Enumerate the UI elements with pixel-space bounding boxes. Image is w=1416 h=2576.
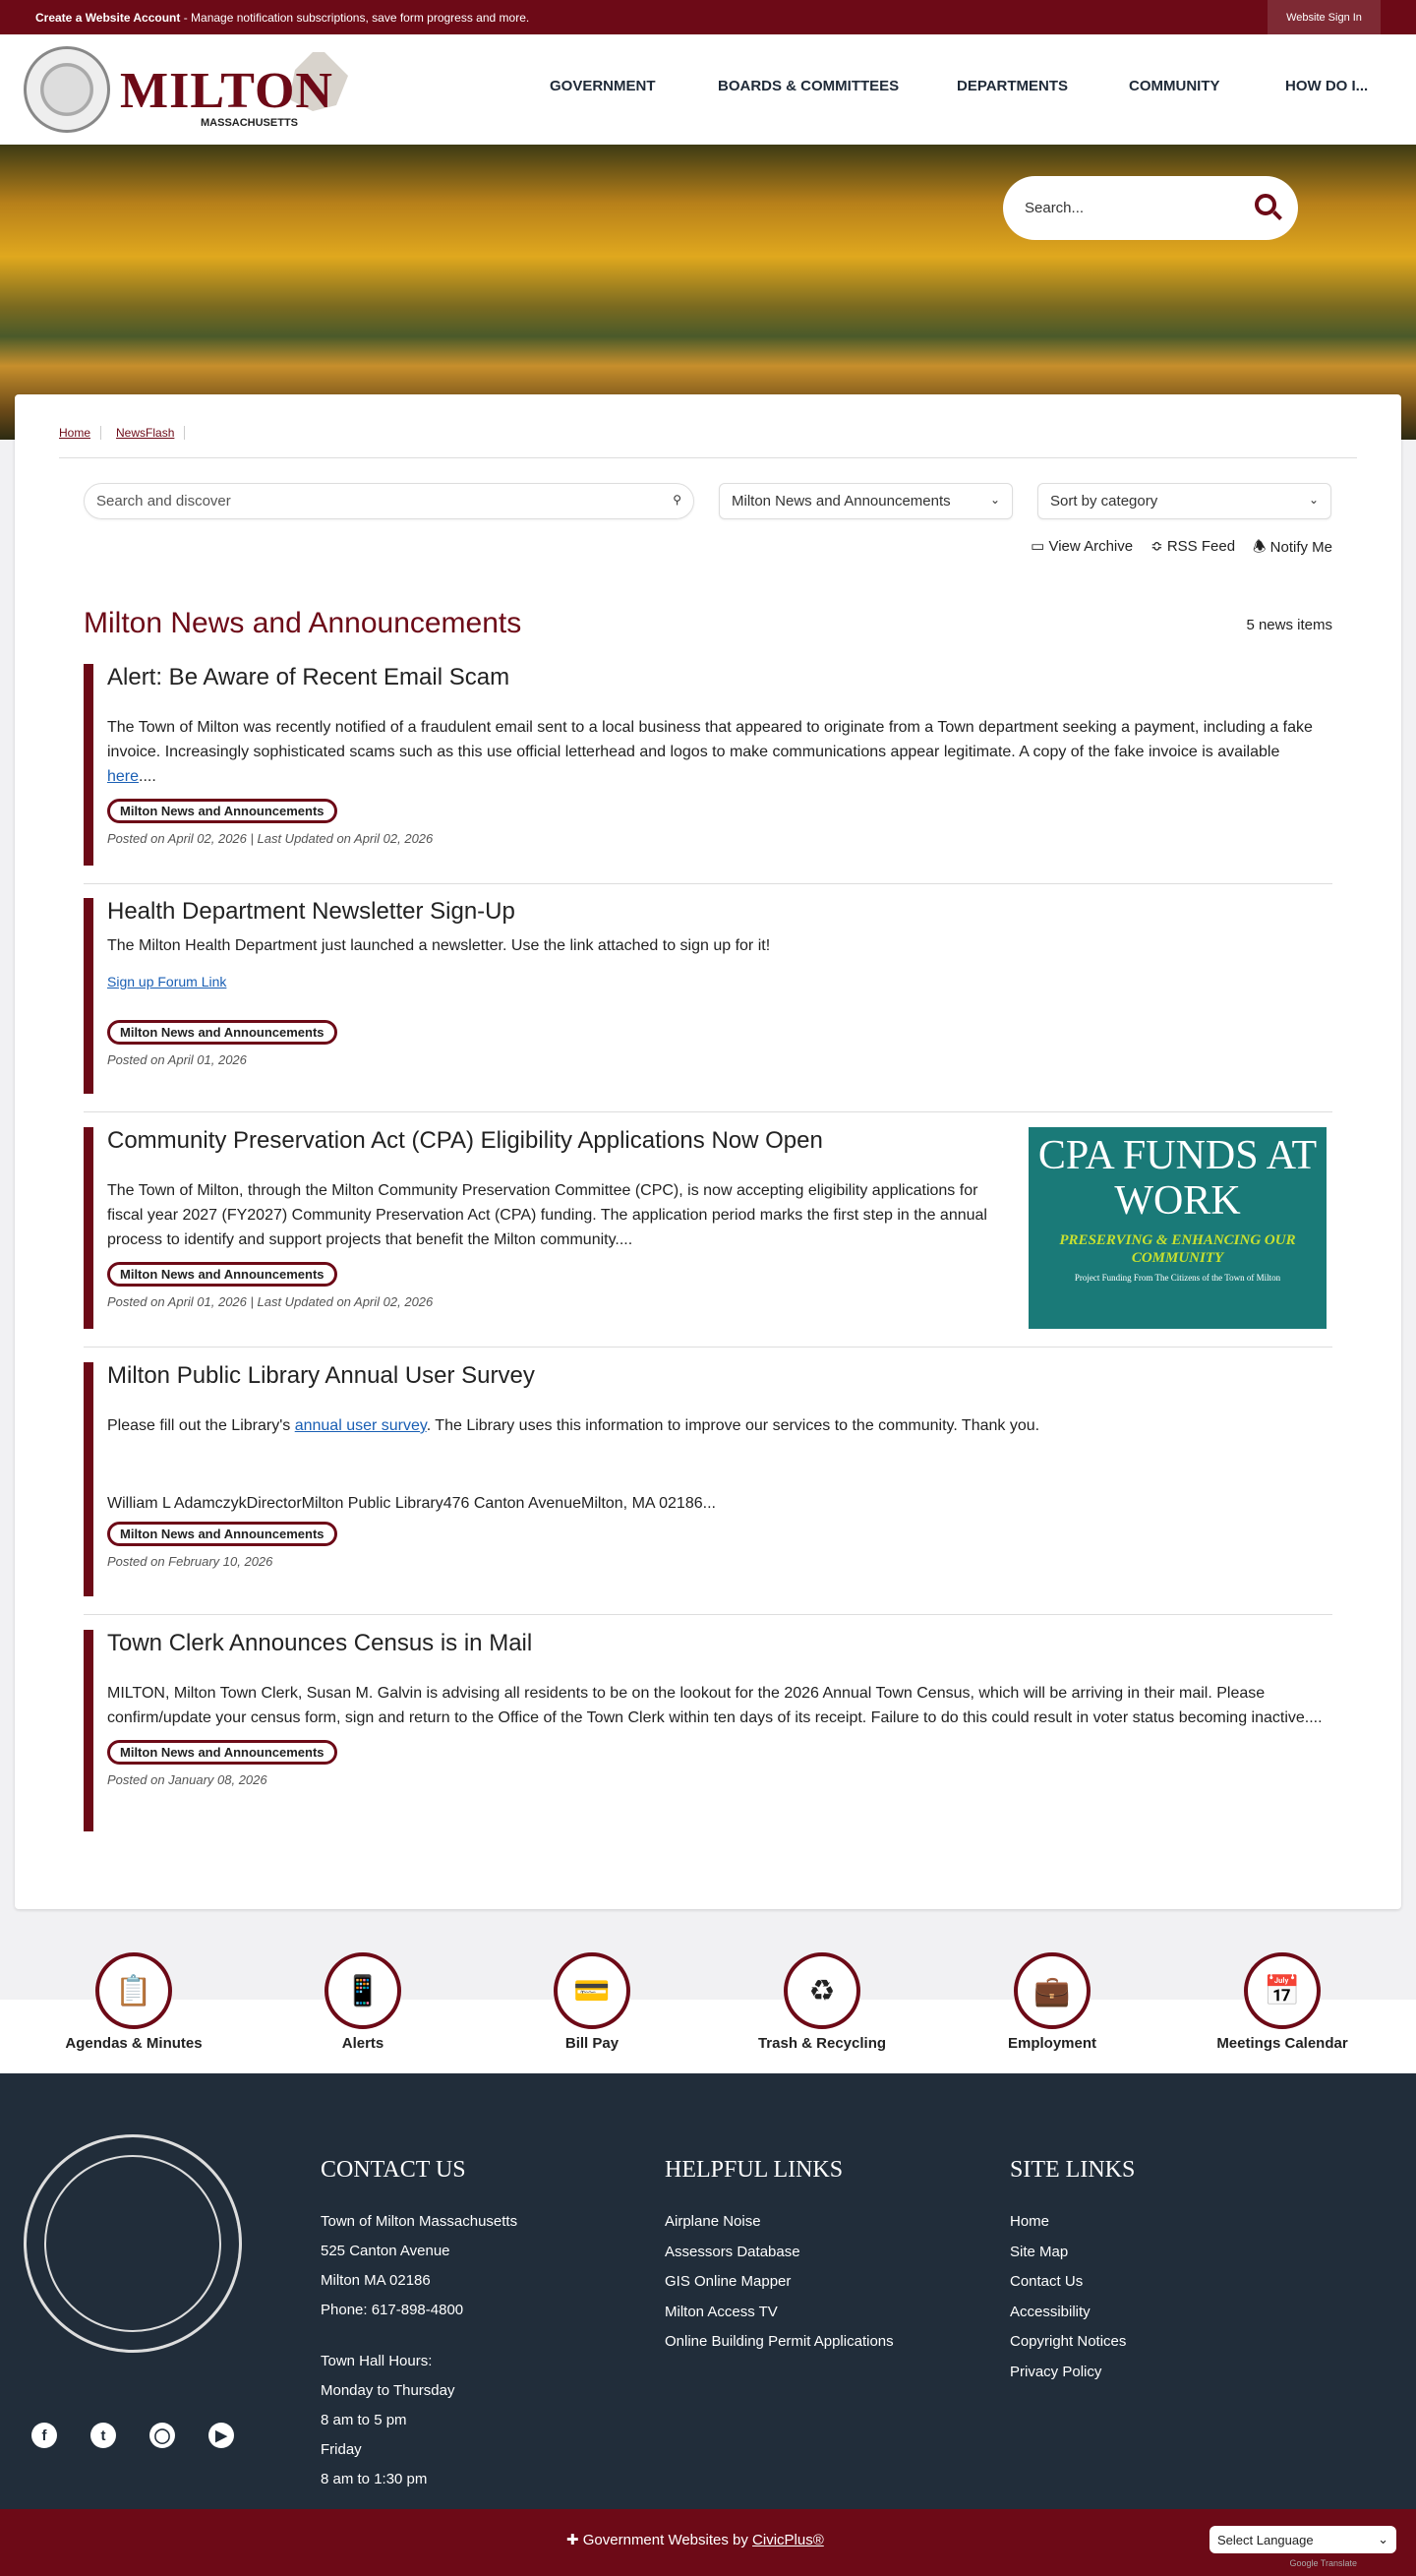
youtube-icon[interactable]: ▶ bbox=[208, 2423, 234, 2448]
news-search-input[interactable] bbox=[84, 483, 694, 519]
town-seal-icon bbox=[24, 46, 110, 133]
news-item-title[interactable]: Alert: Be Aware of Recent Email Scam bbox=[107, 664, 510, 690]
chevron-down-icon: ⌄ bbox=[986, 493, 1000, 507]
hours-line: 8 am to 5 pm bbox=[321, 2412, 407, 2428]
news-item-title[interactable]: Town Clerk Announces Census is in Mail bbox=[107, 1630, 533, 1656]
hours-line: Monday to Thursday bbox=[321, 2382, 455, 2399]
quick-link-calendar[interactable] bbox=[1194, 1952, 1371, 2052]
news-item bbox=[84, 1127, 1332, 1329]
news-item-body bbox=[107, 715, 1332, 789]
bell-icon: 🕭 bbox=[1253, 539, 1270, 556]
footer-link[interactable]: Home bbox=[1010, 2213, 1050, 2230]
category-tag[interactable]: Milton News and Announcements bbox=[107, 1262, 337, 1287]
logo-state: MASSACHUSETTS bbox=[201, 117, 299, 129]
news-item-text: Please fill out the Library's bbox=[107, 1417, 295, 1434]
news-item bbox=[84, 1630, 1332, 1831]
ellipsis: .... bbox=[139, 768, 156, 785]
news-item-text: The Town of Milton was recently notified of a fraudulent email sent to a local business that appeared to originate from a Town department seeking a payment, including a fake invoice. Increasingly sophisticated scams such as this use official letterhead and logos to make communications appear legitimate. A copy of the fake invoice is available bbox=[107, 719, 1313, 760]
language-select[interactable] bbox=[1210, 2526, 1396, 2553]
news-item-signature: William L AdamczykDirectorMilton Public Library476 Canton AvenueMilton, MA 02186... bbox=[107, 1495, 716, 1512]
website-sign-in-button[interactable]: Website Sign In bbox=[1268, 0, 1381, 34]
chevron-down-icon: ⌄ bbox=[1378, 2532, 1388, 2546]
news-item-body: MILTON, Milton Town Clerk, Susan M. Galvin is advising all residents to be on the lookout for the 2026 Annual Town Census, which will be arriving in their mail. Please confirm/update your census form, sign and return to the Office of the Town Clerk within ten days of its receipt. Failure to do this could result in voter status becoming inactive.... bbox=[107, 1685, 1323, 1726]
survey-link[interactable]: annual user survey bbox=[294, 1417, 427, 1434]
twitter-icon[interactable]: t bbox=[90, 2423, 116, 2448]
footer-link[interactable]: Accessibility bbox=[1010, 2303, 1091, 2320]
quick-link-bill-pay[interactable] bbox=[503, 1952, 680, 2052]
footer-link[interactable]: Online Building Permit Applications bbox=[665, 2333, 894, 2350]
calendar-icon: 📅 bbox=[1244, 1952, 1321, 2029]
breadcrumb bbox=[44, 426, 185, 440]
civicplus-icon: ✚ bbox=[566, 2532, 583, 2548]
nav-departments[interactable]: DEPARTMENTS bbox=[957, 78, 1069, 94]
civicplus-credit bbox=[566, 2531, 824, 2548]
invoice-link[interactable]: here bbox=[107, 768, 140, 785]
cpa-image-title: CPA FUNDS AT WORK bbox=[1037, 1133, 1318, 1224]
cpa-image-subtitle: PRESERVING & ENHANCING OUR COMMUNITY bbox=[1059, 1232, 1296, 1266]
civicplus-link[interactable]: CivicPlus® bbox=[752, 2532, 824, 2548]
footer-link[interactable]: Contact Us bbox=[1010, 2273, 1084, 2290]
header bbox=[0, 34, 1416, 145]
rss-icon: ≎ bbox=[1150, 538, 1167, 555]
archive-icon: ▭ bbox=[1031, 538, 1049, 555]
footer-link[interactable]: Milton Access TV bbox=[665, 2303, 778, 2320]
top-bar bbox=[0, 0, 1416, 34]
category-tag[interactable]: Milton News and Announcements bbox=[107, 799, 337, 823]
news-item-text: . The Library uses this information to improve our services to the community. Thank you. bbox=[426, 1417, 1040, 1434]
news-item bbox=[84, 898, 1332, 1094]
cpa-funds-image[interactable] bbox=[1023, 1127, 1332, 1329]
footer-link[interactable]: Privacy Policy bbox=[1010, 2363, 1102, 2380]
divider bbox=[84, 1614, 1332, 1615]
news-item-meta: Posted on February 10, 2026 bbox=[107, 1554, 273, 1569]
sort-select[interactable] bbox=[1037, 483, 1331, 519]
clipboard-icon: 📋 bbox=[95, 1952, 172, 2029]
hours-line: Friday bbox=[321, 2441, 362, 2458]
news-item bbox=[84, 664, 1332, 866]
hours-line: 8 am to 1:30 pm bbox=[321, 2471, 428, 2487]
quick-link-label: Employment bbox=[1007, 2035, 1096, 2052]
news-item-body: The Town of Milton, through the Milton Community Preservation Committee (CPC), is now accepting eligibility applications for fiscal year 2027 (FY2027) Community Preservation Act (CPA) funding. The application period marks the first step in the annual process to identify and support projects that benefit the Milton community.... bbox=[107, 1182, 987, 1248]
category-tag[interactable]: Milton News and Announcements bbox=[107, 1522, 337, 1546]
hours-line: Town Hall Hours: bbox=[321, 2353, 433, 2369]
search-icon[interactable]: ⚲ bbox=[673, 493, 681, 507]
sort-select-value: Sort by category bbox=[1050, 493, 1158, 509]
site-links-section bbox=[1010, 2157, 1135, 2387]
breadcrumb-newsflash[interactable]: NewsFlash bbox=[101, 426, 185, 440]
create-account-link[interactable] bbox=[35, 11, 529, 25]
helpful-links-section bbox=[665, 2157, 894, 2358]
town-seal-icon bbox=[24, 2134, 242, 2353]
site-links-heading: SITE LINKS bbox=[1010, 2157, 1136, 2183]
contact-line: Town of Milton Massachusetts bbox=[321, 2213, 518, 2230]
list-title: Milton News and Announcements bbox=[84, 607, 522, 639]
contact-us-section bbox=[321, 2157, 517, 2494]
cpa-image-footer: Project Funding From The Citizens of the Town of Milton bbox=[1074, 1273, 1281, 1283]
site-search-placeholder: Search... bbox=[1025, 200, 1085, 216]
nav-boards-committees[interactable]: BOARDS & COMMITTEES bbox=[718, 78, 900, 94]
quick-link-trash[interactable] bbox=[734, 1952, 911, 2052]
contact-line: Milton MA 02186 bbox=[321, 2272, 431, 2289]
footer-link[interactable]: Copyright Notices bbox=[1010, 2333, 1127, 2350]
view-archive-link[interactable] bbox=[1031, 537, 1133, 562]
divider bbox=[59, 457, 1357, 458]
quick-link-label: Bill Pay bbox=[564, 2035, 620, 2052]
nav-community[interactable]: COMMUNITY bbox=[1129, 78, 1220, 94]
quick-link-label: Agendas & Minutes bbox=[65, 2035, 203, 2052]
quick-link-alerts[interactable] bbox=[274, 1952, 451, 2052]
news-actions bbox=[1031, 537, 1332, 562]
instagram-icon[interactable]: ◯ bbox=[149, 2423, 175, 2448]
footer-link[interactable]: Assessors Database bbox=[665, 2243, 800, 2260]
news-item-body: The Milton Health Department just launched a newsletter. Use the link attached to sign up for it! bbox=[107, 937, 771, 954]
news-item-meta: Posted on April 01, 2026 | Last Updated on April 02, 2026 bbox=[107, 1294, 434, 1309]
contact-phone: Phone: 617-898-4800 bbox=[321, 2302, 464, 2318]
category-select[interactable] bbox=[719, 483, 1013, 519]
divider bbox=[84, 883, 1332, 884]
create-account-label[interactable]: Create a Website Account bbox=[35, 10, 181, 25]
view-archive-label: View Archive bbox=[1048, 538, 1134, 555]
contact-us-heading: CONTACT US bbox=[321, 2157, 466, 2183]
notify-me-link[interactable] bbox=[1253, 537, 1332, 562]
category-tag[interactable]: Milton News and Announcements bbox=[107, 1740, 337, 1765]
news-count: 5 news items bbox=[1246, 617, 1332, 633]
logo-wordmark: MILTON bbox=[120, 63, 333, 119]
breadcrumb-home[interactable]: Home bbox=[44, 426, 101, 440]
social-links bbox=[31, 2423, 234, 2448]
quick-link-label: Meetings Calendar bbox=[1216, 2035, 1348, 2052]
category-select-value: Milton News and Announcements bbox=[732, 493, 951, 509]
credit-text: Government Websites by bbox=[582, 2532, 753, 2548]
divider bbox=[84, 1347, 1332, 1348]
sign-up-forum-link[interactable]: Sign up Forum Link bbox=[107, 974, 227, 989]
news-card bbox=[15, 394, 1401, 1909]
notify-me-label: Notify Me bbox=[1269, 539, 1332, 556]
quick-link-employment[interactable] bbox=[964, 1952, 1141, 2052]
bill-pay-icon: 💳 bbox=[554, 1952, 630, 2029]
footer-link[interactable]: Airplane Noise bbox=[665, 2213, 761, 2230]
news-item-meta: Posted on April 01, 2026 bbox=[107, 1052, 247, 1067]
chevron-down-icon: ⌄ bbox=[1308, 493, 1319, 507]
quick-link-label: Trash & Recycling bbox=[757, 2035, 887, 2052]
nav-government[interactable]: GOVERNMENT bbox=[550, 78, 656, 94]
news-item-title[interactable]: Community Preservation Act (CPA) Eligibility Applications Now Open bbox=[107, 1127, 823, 1154]
news-item bbox=[84, 1362, 1332, 1596]
news-search-placeholder: Search and discover bbox=[96, 493, 231, 509]
search-icon[interactable] bbox=[1255, 194, 1276, 215]
quick-link-agendas[interactable] bbox=[45, 1952, 222, 2052]
footer-link[interactable]: GIS Online Mapper bbox=[665, 2273, 792, 2290]
footer-link[interactable]: Site Map bbox=[1010, 2243, 1069, 2260]
news-item-body bbox=[107, 1413, 1332, 1438]
category-tag[interactable]: Milton News and Announcements bbox=[107, 1020, 337, 1045]
footer bbox=[0, 2073, 1416, 2509]
contact-line: 525 Canton Avenue bbox=[321, 2243, 450, 2259]
helpful-links-heading: HELPFUL LINKS bbox=[665, 2157, 844, 2183]
recycling-icon: ♻ bbox=[784, 1952, 860, 2029]
alert-phone-icon: 📱 bbox=[324, 1952, 401, 2029]
briefcase-icon: 💼 bbox=[1014, 1952, 1091, 2029]
site-search-input[interactable] bbox=[1003, 176, 1298, 240]
google-translate-label: Google Translate bbox=[1289, 2558, 1357, 2568]
facebook-icon[interactable]: f bbox=[31, 2423, 57, 2448]
milton-logo[interactable] bbox=[24, 42, 358, 136]
create-account-description: - Manage notification subscriptions, save form progress and more. bbox=[180, 10, 530, 25]
news-item-meta: Posted on April 02, 2026 | Last Updated on April 02, 2026 bbox=[107, 831, 434, 846]
bottom-bar bbox=[0, 2509, 1416, 2576]
news-item-meta: Posted on January 08, 2026 bbox=[107, 1772, 267, 1787]
news-item-title[interactable]: Health Department Newsletter Sign-Up bbox=[107, 898, 515, 925]
rss-feed-label: RSS Feed bbox=[1166, 538, 1236, 555]
nav-how-do-i[interactable]: HOW DO I... bbox=[1285, 78, 1369, 94]
news-item-title[interactable]: Milton Public Library Annual User Survey bbox=[107, 1362, 535, 1389]
divider bbox=[84, 1111, 1332, 1112]
quick-link-label: Alerts bbox=[341, 2035, 384, 2052]
language-select-value: Select Language bbox=[1217, 2532, 1314, 2547]
rss-feed-link[interactable] bbox=[1150, 537, 1235, 562]
